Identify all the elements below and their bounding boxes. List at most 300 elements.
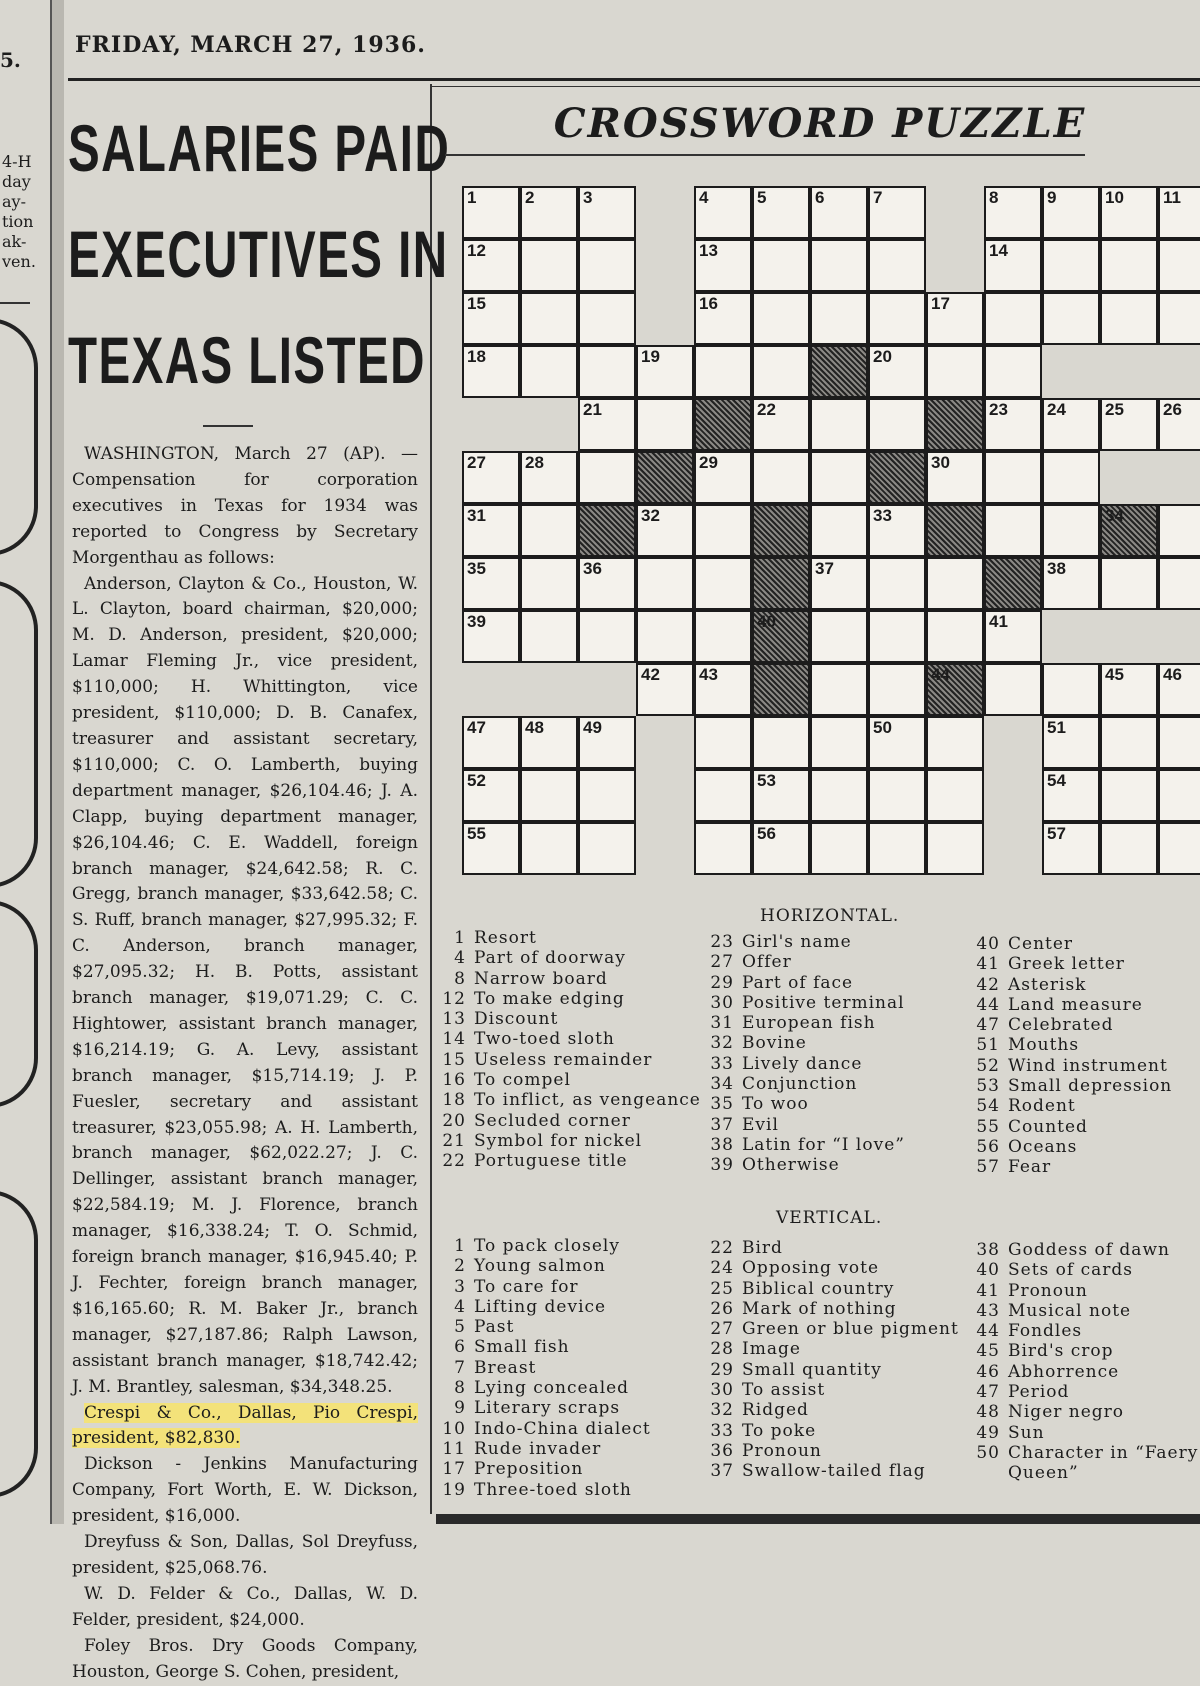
horizontal-clue bbox=[440, 969, 702, 989]
clue-text: Counted bbox=[1008, 1116, 1088, 1137]
crossword-cell bbox=[520, 451, 578, 504]
article-paragraph: Anderson, Clayton & Co., Houston, W. L. Clayton, board chairman, $20,000; M. D. Anderson, president, $20,000; Lamar Fleming Jr., vice president, $110,000; H. Whittington, vice president, $110,000; D. B. Canafex, treasurer and assistant secretary, $110,000; C. O. Lamberth, buying department manager, $26,104.46; J. A. Clapp, buying department manager, $26,104.46; C. E. Waddell, foreign branch manager, $24,642.58; R. C. Gregg, branch manager, $33,642.58; C. S. Ruff, branch manager, $27,995.32; F. C. Anderson, branch manager, $27,095.32; H. B. Potts, assistant branch manager, $19,071.29; C. C. Hightower, assistant branch manager, $16,214.19; G. A. Levy, assistant branch manager, $15,714.19; J. P. Fuesler, secretary and assistant treasurer, $23,055.98; A. H. Lamberth, branch manager, $62,022.27; J. C. Dellinger, assistant branch manager, $22,584.19; M. J. Florence, branch manager, $16,338.24; T. O. Schmid, foreign branch manager, $16,945.40; P. J. Fechter, foreign branch manager, $16,165.60; R. M. Baker Jr., branch manager, $27,187.86; Ralph Lawson, assistant branch manager, $18,742.42; J. M. Brantley, salesman, $34,348.25. bbox=[72, 573, 418, 1397]
clue-number: 52 bbox=[976, 1055, 1000, 1076]
clue-number: 4 bbox=[454, 1296, 466, 1317]
article-paragraph: Foley Bros. Dry Goods Company, Houston, George S. Cohen, president, bbox=[72, 1635, 418, 1682]
crossword-cell bbox=[752, 239, 810, 292]
crossword-cell bbox=[694, 557, 752, 610]
horizontal-clue bbox=[974, 1056, 1200, 1076]
crossword-cell-number: 16 bbox=[699, 294, 718, 313]
crossword-cell bbox=[926, 822, 984, 875]
crossword-cell bbox=[462, 557, 520, 610]
crossword-cell bbox=[984, 451, 1042, 504]
clue-number: 26 bbox=[710, 1298, 734, 1319]
crossword-cell bbox=[578, 186, 636, 239]
crossword-cell bbox=[810, 451, 868, 504]
crossword-cell-number: 4 bbox=[699, 188, 709, 207]
clue-number: 37 bbox=[710, 1461, 734, 1482]
crossword-black-cell bbox=[752, 663, 810, 716]
crossword-cell bbox=[1158, 716, 1200, 769]
vertical-clues-col-2 bbox=[708, 1238, 970, 1482]
crossword-cell bbox=[810, 186, 868, 239]
crossword-cell-number: 48 bbox=[525, 718, 544, 737]
clue-text: Part of face bbox=[742, 972, 854, 993]
crossword-cell bbox=[1042, 451, 1100, 504]
horizontal-clue bbox=[974, 1117, 1200, 1137]
crossword-cell-number: 25 bbox=[1105, 400, 1124, 419]
crossword-cell bbox=[694, 663, 752, 716]
previous-column-rule bbox=[0, 302, 30, 304]
clue-number: 8 bbox=[454, 1378, 466, 1399]
article-body bbox=[72, 442, 418, 1686]
crossword-cell bbox=[868, 398, 926, 451]
vertical-clue bbox=[440, 1236, 702, 1256]
crossword-cell bbox=[1042, 822, 1100, 875]
clue-number: 30 bbox=[710, 1380, 734, 1401]
clue-text: Past bbox=[474, 1317, 515, 1338]
clue-number: 18 bbox=[442, 1090, 466, 1111]
headline-dash bbox=[203, 425, 253, 427]
clue-text: Rodent bbox=[1008, 1096, 1076, 1117]
next-headline-strip bbox=[436, 1514, 1200, 1524]
horizontal-clue bbox=[440, 948, 702, 968]
crossword-cell bbox=[694, 716, 752, 769]
clue-text: Ridged bbox=[742, 1400, 809, 1421]
horizontal-clue bbox=[974, 1015, 1200, 1035]
vertical-clue bbox=[440, 1317, 702, 1337]
crossword-cell bbox=[520, 504, 578, 557]
crossword-cell-number: 45 bbox=[1105, 665, 1124, 684]
crossword-cell-number: 34 bbox=[1105, 506, 1124, 525]
crossword-cell bbox=[1100, 716, 1158, 769]
crossword-cell bbox=[868, 504, 926, 557]
clue-text: Otherwise bbox=[742, 1155, 840, 1176]
clue-number: 29 bbox=[710, 972, 734, 993]
crossword-cell bbox=[810, 398, 868, 451]
horizontal-heading: HORIZONTAL. bbox=[760, 906, 900, 926]
clue-number: 51 bbox=[976, 1035, 1000, 1056]
clue-number: 35 bbox=[710, 1094, 734, 1115]
article-paragraph: Dickson - Jenkins Manufacturing Company, Fort Worth, E. W. Dickson, president, $16,000. bbox=[72, 1454, 418, 1527]
crossword-cell bbox=[1100, 822, 1158, 875]
clue-text: Sets of cards bbox=[1008, 1260, 1133, 1281]
clue-number: 43 bbox=[976, 1300, 1000, 1321]
clue-number: 9 bbox=[454, 1398, 466, 1419]
ornament-arc bbox=[0, 580, 38, 888]
horizontal-clue bbox=[974, 1076, 1200, 1096]
crossword-cell bbox=[926, 769, 984, 822]
clue-number: 48 bbox=[976, 1402, 1000, 1423]
vertical-clue bbox=[440, 1297, 702, 1317]
clue-number: 39 bbox=[710, 1155, 734, 1176]
vertical-clue bbox=[440, 1398, 702, 1418]
crossword-cell bbox=[694, 186, 752, 239]
clue-text: Positive terminal bbox=[742, 992, 905, 1013]
crossword-black-cell bbox=[578, 504, 636, 557]
vertical-clue bbox=[708, 1421, 970, 1441]
crossword-cell-number: 18 bbox=[467, 347, 486, 366]
vertical-clue bbox=[708, 1279, 970, 1299]
horizontal-clue bbox=[708, 932, 970, 952]
crossword-cell-number: 55 bbox=[467, 824, 486, 843]
clue-text: Greek letter bbox=[1008, 954, 1125, 975]
horizontal-clues-col-2 bbox=[708, 932, 970, 1176]
clue-text: Part of doorway bbox=[474, 948, 626, 969]
vertical-clue bbox=[440, 1256, 702, 1276]
clue-text: Indo-China dialect bbox=[474, 1418, 651, 1439]
highlighted-text: Crespi & Co., Dallas, Pio Crespi, president, $82,830. bbox=[72, 1402, 418, 1449]
crossword-black-cell bbox=[926, 663, 984, 716]
clue-text: Goddess of dawn bbox=[1008, 1240, 1170, 1260]
clue-text: Secluded corner bbox=[474, 1110, 631, 1131]
crossword-cell bbox=[868, 769, 926, 822]
crossword-cell-number: 10 bbox=[1105, 188, 1124, 207]
crossword-black-cell bbox=[752, 504, 810, 557]
clue-text: Opposing vote bbox=[742, 1258, 880, 1279]
crossword-cell bbox=[1158, 822, 1200, 875]
crossword-cell-number: 56 bbox=[757, 824, 776, 843]
article-paragraph-highlighted bbox=[72, 1401, 418, 1453]
crossword-cell bbox=[1100, 239, 1158, 292]
crossword-cell bbox=[752, 769, 810, 822]
clue-text: Fondles bbox=[1008, 1321, 1083, 1342]
vertical-heading: VERTICAL. bbox=[776, 1208, 883, 1228]
horizontal-clue bbox=[708, 1094, 970, 1114]
crossword-cell-number: 35 bbox=[467, 559, 486, 578]
crossword-cell bbox=[752, 292, 810, 345]
top-rule-thin bbox=[430, 86, 1200, 87]
clue-number: 25 bbox=[710, 1278, 734, 1299]
crossword-cell bbox=[984, 186, 1042, 239]
crossword-cell bbox=[520, 186, 578, 239]
clue-number: 27 bbox=[710, 952, 734, 973]
clue-number: 56 bbox=[976, 1136, 1000, 1157]
crossword-cell bbox=[520, 769, 578, 822]
crossword-cell-number: 28 bbox=[525, 453, 544, 472]
crossword-cell bbox=[578, 610, 636, 663]
crossword-cell bbox=[520, 239, 578, 292]
horizontal-clue bbox=[440, 989, 702, 1009]
crossword-cell bbox=[1042, 398, 1100, 451]
crossword-cell bbox=[694, 345, 752, 398]
crossword-cell bbox=[1042, 557, 1100, 610]
crossword-cell-number: 40 bbox=[757, 612, 776, 631]
horizontal-clue bbox=[708, 1013, 970, 1033]
crossword-cell bbox=[462, 239, 520, 292]
clue-text: Image bbox=[742, 1339, 801, 1360]
crossword-cell bbox=[694, 451, 752, 504]
clue-text: Abhorrence bbox=[1008, 1361, 1120, 1382]
crossword-cell-number: 21 bbox=[583, 400, 602, 419]
vertical-clue bbox=[440, 1378, 702, 1398]
crossword-cell bbox=[984, 663, 1042, 716]
vertical-clue bbox=[708, 1299, 970, 1319]
crossword-cell-number: 30 bbox=[931, 453, 950, 472]
crossword-cell-number: 7 bbox=[873, 188, 883, 207]
horizontal-clue bbox=[708, 1115, 970, 1135]
crossword-cell bbox=[1158, 398, 1200, 451]
crossword-cell-number: 5 bbox=[757, 188, 767, 207]
clue-text: Sun bbox=[1008, 1422, 1045, 1443]
crossword-cell bbox=[810, 769, 868, 822]
clue-number: 44 bbox=[976, 994, 1000, 1015]
clue-text: Conjunction bbox=[742, 1074, 858, 1095]
crossword-cell-number: 27 bbox=[467, 453, 486, 472]
crossword-cell bbox=[868, 822, 926, 875]
previous-page-number: 5. bbox=[0, 48, 21, 72]
crossword-cell-number: 36 bbox=[583, 559, 602, 578]
crossword-cell bbox=[868, 663, 926, 716]
clue-text: Pronoun bbox=[742, 1440, 822, 1461]
crossword-cell bbox=[868, 345, 926, 398]
horizontal-clue bbox=[708, 1135, 970, 1155]
clue-number: 44 bbox=[976, 1321, 1000, 1342]
clue-number: 38 bbox=[976, 1240, 1000, 1260]
vertical-clue bbox=[708, 1360, 970, 1380]
crossword-cell bbox=[462, 822, 520, 875]
crossword-cell-number: 15 bbox=[467, 294, 486, 313]
crossword-cell bbox=[1158, 186, 1200, 239]
clue-text: Land measure bbox=[1008, 994, 1143, 1015]
top-rule bbox=[68, 78, 1200, 81]
clue-text: Young salmon bbox=[474, 1256, 606, 1277]
ornament-arc bbox=[0, 318, 38, 556]
clue-number: 8 bbox=[454, 968, 466, 989]
crossword-cell bbox=[1158, 504, 1200, 557]
horizontal-clue bbox=[974, 954, 1200, 974]
crossword-cell bbox=[984, 504, 1042, 557]
horizontal-clue bbox=[440, 1151, 702, 1171]
crossword-cell-number: 52 bbox=[467, 771, 486, 790]
crossword-cell bbox=[694, 239, 752, 292]
clue-text: Character in “Faery Queen” bbox=[1008, 1442, 1199, 1484]
clue-text: Mark of nothing bbox=[742, 1298, 897, 1319]
crossword-cell-number: 19 bbox=[641, 347, 660, 366]
clue-text: Center bbox=[1008, 934, 1074, 954]
clue-number: 5 bbox=[454, 1317, 466, 1338]
vertical-clue bbox=[708, 1461, 970, 1481]
crossword-cell bbox=[810, 557, 868, 610]
crossword-cell-number: 51 bbox=[1047, 718, 1066, 737]
column-divider bbox=[430, 84, 432, 1514]
vertical-clue bbox=[974, 1341, 1200, 1361]
crossword-cell-number: 39 bbox=[467, 612, 486, 631]
clue-text: Narrow board bbox=[474, 968, 608, 989]
crossword-cell bbox=[462, 186, 520, 239]
horizontal-clue bbox=[440, 928, 702, 948]
crossword-cell bbox=[636, 345, 694, 398]
vertical-clue bbox=[974, 1443, 1200, 1484]
crossword-cell bbox=[868, 557, 926, 610]
crossword-cell-number: 1 bbox=[467, 188, 477, 207]
clue-number: 54 bbox=[976, 1096, 1000, 1117]
crossword-cell bbox=[578, 769, 636, 822]
crossword-cell bbox=[810, 610, 868, 663]
vertical-clue bbox=[974, 1382, 1200, 1402]
clue-text: Period bbox=[1008, 1382, 1070, 1403]
clue-text: Useless remainder bbox=[474, 1049, 653, 1070]
clue-number: 41 bbox=[976, 954, 1000, 975]
vertical-clue bbox=[974, 1423, 1200, 1443]
clue-number: 57 bbox=[976, 1157, 1000, 1178]
crossword-cell-number: 42 bbox=[641, 665, 660, 684]
clue-number: 34 bbox=[710, 1074, 734, 1095]
horizontal-clue bbox=[708, 1155, 970, 1175]
crossword-cell-number: 46 bbox=[1163, 665, 1182, 684]
vertical-clue bbox=[708, 1319, 970, 1339]
crossword-cell bbox=[520, 292, 578, 345]
horizontal-clue bbox=[974, 934, 1200, 954]
crossword-cell-number: 26 bbox=[1163, 400, 1182, 419]
clue-text: To make edging bbox=[474, 988, 625, 1009]
crossword-black-cell bbox=[810, 345, 868, 398]
crossword-cell bbox=[926, 716, 984, 769]
clue-number: 33 bbox=[710, 1053, 734, 1074]
crossword-cell bbox=[1042, 292, 1100, 345]
crossword-cell bbox=[578, 557, 636, 610]
clue-number: 30 bbox=[710, 992, 734, 1013]
clue-text: Lying concealed bbox=[474, 1378, 630, 1399]
crossword-cell-number: 49 bbox=[583, 718, 602, 737]
vertical-clue bbox=[440, 1419, 702, 1439]
clue-text: To pack closely bbox=[474, 1236, 620, 1256]
clue-text: Discount bbox=[474, 1009, 559, 1030]
puzzle-title: CROSSWORD PUZZLE bbox=[553, 100, 1087, 147]
clue-number: 40 bbox=[976, 934, 1000, 954]
vertical-clues-col-1 bbox=[440, 1236, 702, 1500]
crossword-cell bbox=[1100, 663, 1158, 716]
crossword-cell bbox=[694, 610, 752, 663]
crossword-cell bbox=[926, 345, 984, 398]
crossword-cell bbox=[636, 398, 694, 451]
vertical-clue bbox=[974, 1281, 1200, 1301]
clue-text: Bovine bbox=[742, 1033, 807, 1054]
horizontal-clue bbox=[440, 1009, 702, 1029]
crossword-cell bbox=[810, 239, 868, 292]
crossword-cell bbox=[752, 345, 810, 398]
crossword-cell-number: 20 bbox=[873, 347, 892, 366]
crossword-cell bbox=[578, 398, 636, 451]
crossword-cell-number: 41 bbox=[989, 612, 1008, 631]
clue-number: 3 bbox=[454, 1276, 466, 1297]
crossword-cell bbox=[752, 716, 810, 769]
clue-text: Offer bbox=[742, 952, 792, 973]
crossword-cell bbox=[752, 398, 810, 451]
clue-number: 53 bbox=[976, 1076, 1000, 1097]
horizontal-clue bbox=[708, 973, 970, 993]
crossword-cell-number: 17 bbox=[931, 294, 950, 313]
crossword-cell-number: 32 bbox=[641, 506, 660, 525]
article-headline bbox=[68, 95, 451, 413]
crossword-cell bbox=[1100, 557, 1158, 610]
clue-text: Small fish bbox=[474, 1337, 570, 1358]
clue-number: 33 bbox=[710, 1420, 734, 1441]
crossword-cell bbox=[636, 504, 694, 557]
crossword-cell-number: 13 bbox=[699, 241, 718, 260]
crossword-cell bbox=[752, 451, 810, 504]
clue-text: Rude invader bbox=[474, 1438, 602, 1459]
clue-number: 17 bbox=[442, 1459, 466, 1480]
clue-number: 23 bbox=[710, 932, 734, 952]
vertical-clue bbox=[974, 1321, 1200, 1341]
crossword-cell bbox=[810, 822, 868, 875]
crossword-cell bbox=[578, 345, 636, 398]
clue-number: 38 bbox=[710, 1134, 734, 1155]
clue-number: 31 bbox=[710, 1013, 734, 1034]
clue-text: Three-toed sloth bbox=[474, 1479, 632, 1500]
crossword-cell-number: 24 bbox=[1047, 400, 1066, 419]
crossword-black-cell bbox=[1100, 504, 1158, 557]
crossword-cell-number: 37 bbox=[815, 559, 834, 578]
clue-text: Symbol for nickel bbox=[474, 1130, 643, 1151]
clue-text: Swallow-tailed flag bbox=[742, 1461, 926, 1482]
crossword-cell-number: 12 bbox=[467, 241, 486, 260]
previous-column-text: 4-H day ay- tion ak- ven. bbox=[2, 152, 36, 271]
clue-number: 50 bbox=[976, 1442, 1000, 1463]
crossword-cell bbox=[868, 610, 926, 663]
vertical-clue bbox=[708, 1400, 970, 1420]
clue-number: 16 bbox=[442, 1070, 466, 1091]
crossword-cell-number: 14 bbox=[989, 241, 1008, 260]
clue-number: 19 bbox=[442, 1479, 466, 1500]
clue-number: 47 bbox=[976, 1015, 1000, 1036]
vertical-clue bbox=[974, 1362, 1200, 1382]
horizontal-clue bbox=[708, 952, 970, 972]
crossword-cell bbox=[752, 822, 810, 875]
crossword-cell bbox=[462, 292, 520, 345]
clue-number: 47 bbox=[976, 1382, 1000, 1403]
clue-text: Asterisk bbox=[1008, 974, 1087, 995]
clue-number: 21 bbox=[442, 1130, 466, 1151]
crossword-cell-number: 53 bbox=[757, 771, 776, 790]
vertical-clue bbox=[974, 1260, 1200, 1280]
horizontal-clue bbox=[974, 1137, 1200, 1157]
crossword-cell bbox=[636, 557, 694, 610]
crossword-cell-number: 22 bbox=[757, 400, 776, 419]
crossword-cell-number: 29 bbox=[699, 453, 718, 472]
horizontal-clue bbox=[708, 1074, 970, 1094]
vertical-clue bbox=[974, 1240, 1200, 1260]
vertical-clue bbox=[440, 1277, 702, 1297]
horizontal-clue bbox=[708, 1033, 970, 1053]
clue-text: Bird's crop bbox=[1008, 1341, 1114, 1362]
crossword-cell bbox=[1158, 292, 1200, 345]
clue-number: 15 bbox=[442, 1049, 466, 1070]
crossword-cell bbox=[1100, 292, 1158, 345]
crossword-cell bbox=[1100, 769, 1158, 822]
clue-number: 7 bbox=[454, 1357, 466, 1378]
horizontal-clue bbox=[974, 1096, 1200, 1116]
crossword-cell-number: 47 bbox=[467, 718, 486, 737]
clue-number: 1 bbox=[454, 1236, 466, 1256]
crossword-black-cell bbox=[752, 557, 810, 610]
clue-number: 24 bbox=[710, 1258, 734, 1279]
crossword-cell bbox=[926, 451, 984, 504]
headline-line: TEXAS LISTED bbox=[68, 323, 426, 397]
vertical-clue bbox=[708, 1380, 970, 1400]
horizontal-clue bbox=[440, 1050, 702, 1070]
clue-number: 6 bbox=[454, 1337, 466, 1358]
clue-number: 40 bbox=[976, 1260, 1000, 1281]
crossword-cell bbox=[1158, 663, 1200, 716]
crossword-cell bbox=[926, 557, 984, 610]
crossword-cell-number: 3 bbox=[583, 188, 593, 207]
crossword-cell bbox=[984, 292, 1042, 345]
crossword-cell bbox=[462, 504, 520, 557]
crossword-cell bbox=[1158, 239, 1200, 292]
clue-number: 12 bbox=[442, 988, 466, 1009]
crossword-cell bbox=[694, 769, 752, 822]
